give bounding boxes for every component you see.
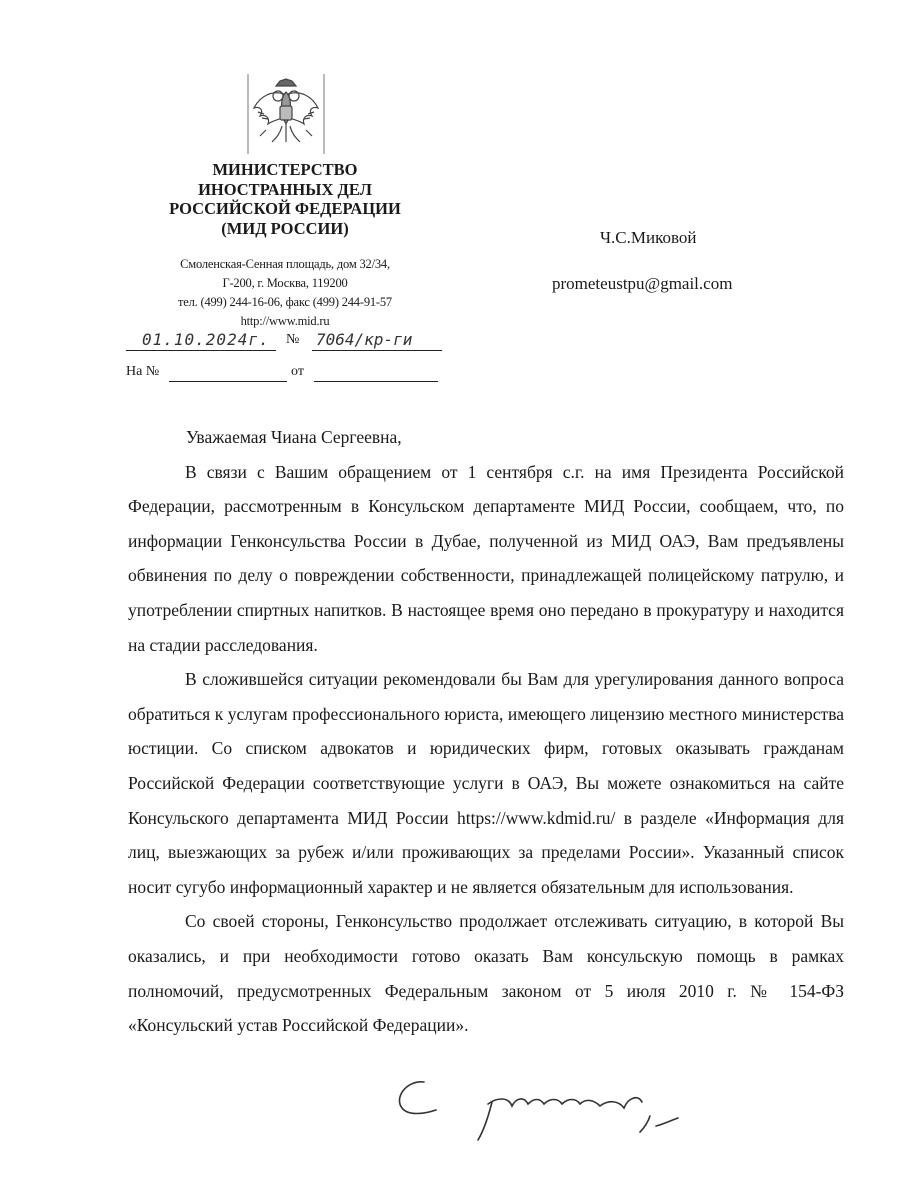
- address-line: Г-200, г. Москва, 119200: [222, 276, 348, 290]
- body-paragraph: В связи с Вашим обращением от 1 сентября с.г. на имя Президента Российской Федерации, рассмотренным в Консульском департаменте МИД России, сообщаем, что, по информации Генконсульства России в Дубае, полученной из МИД ОАЭ, Вам предъявлены обвинения по делу о повреждении собственности, принадлежащей полицейскому патрулю, и употреблении спиртных напитков. В настоящее время оно передано в прокуратуру и находится на стадии расследования.: [128, 461, 844, 655]
- greeting: Уважаемая Чиана Сергеевна,: [186, 427, 402, 447]
- ministry-name-line: МИНИСТЕРСТВО: [212, 160, 358, 179]
- ministry-name-line: РОССИЙСКОЙ ФЕДЕРАЦИИ: [169, 199, 401, 218]
- registration-date: 01.10.2024г.: [142, 330, 270, 349]
- ministry-name: [140, 160, 430, 238]
- recipient-email: prometeustpu@gmail.com: [552, 274, 733, 293]
- address-line: Смоленская-Сенная площадь, дом 32/34,: [180, 257, 390, 271]
- handwritten-signature: [388, 1068, 748, 1148]
- body-paragraph: В сложившейся ситуации рекомендовали бы Вам для урегулирования данного вопроса обратиться к услугам профессионального юриста, имеющего лицензию местного министерства юстиции. Со списком адвокатов и юридических фирм, готовых оказывать гражданам Российской Федерации соответствующие услуги в ОАЭ, Вы можете ознакомиться на сайте Консульского департамента МИД России https://www.kdmid.ru/ в разделе «Информация для лиц, выезжающих за рубеж и/или проживающих за пределами России». Указанный список носит сугубо информационный характер и не является обязательным для использования.: [128, 669, 844, 897]
- registration-line: [126, 330, 446, 352]
- website-line: http://www.mid.ru: [240, 314, 330, 328]
- reply-reference-line: [126, 364, 446, 386]
- letter-body: [128, 420, 844, 1043]
- phone-fax-line: тел. (499) 244-16-06, факс (499) 244-91-57: [178, 295, 392, 309]
- date-underline: [126, 350, 276, 351]
- from-label: от: [291, 364, 304, 379]
- signature-icon: [388, 1068, 748, 1148]
- reply-date-blank: [314, 381, 438, 382]
- reply-to-label: На №: [126, 364, 160, 379]
- registration-number: 7064/кр-ги: [316, 330, 413, 349]
- ministry-name-line: ИНОСТРАННЫХ ДЕЛ: [198, 179, 372, 199]
- body-paragraph: Со своей стороны, Генконсульство продолжает отслеживать ситуацию, в которой Вы оказались, и при необходимости готово оказать Вам консульскую помощь в рамках полномочий, предусмотренных Федеральным законом от 5 июля 2010 г. № 154-ФЗ «Консульский устав Российской Федерации».: [128, 911, 844, 1036]
- reply-number-blank: [169, 381, 287, 382]
- coat-of-arms-icon: [246, 72, 326, 156]
- ministry-contacts: [140, 255, 430, 331]
- registration-number-label: №: [286, 332, 300, 347]
- number-underline: [312, 350, 442, 351]
- ministry-name-line: (МИД РОССИИ): [221, 218, 349, 238]
- recipient-name: Ч.С.Миковой: [600, 228, 697, 247]
